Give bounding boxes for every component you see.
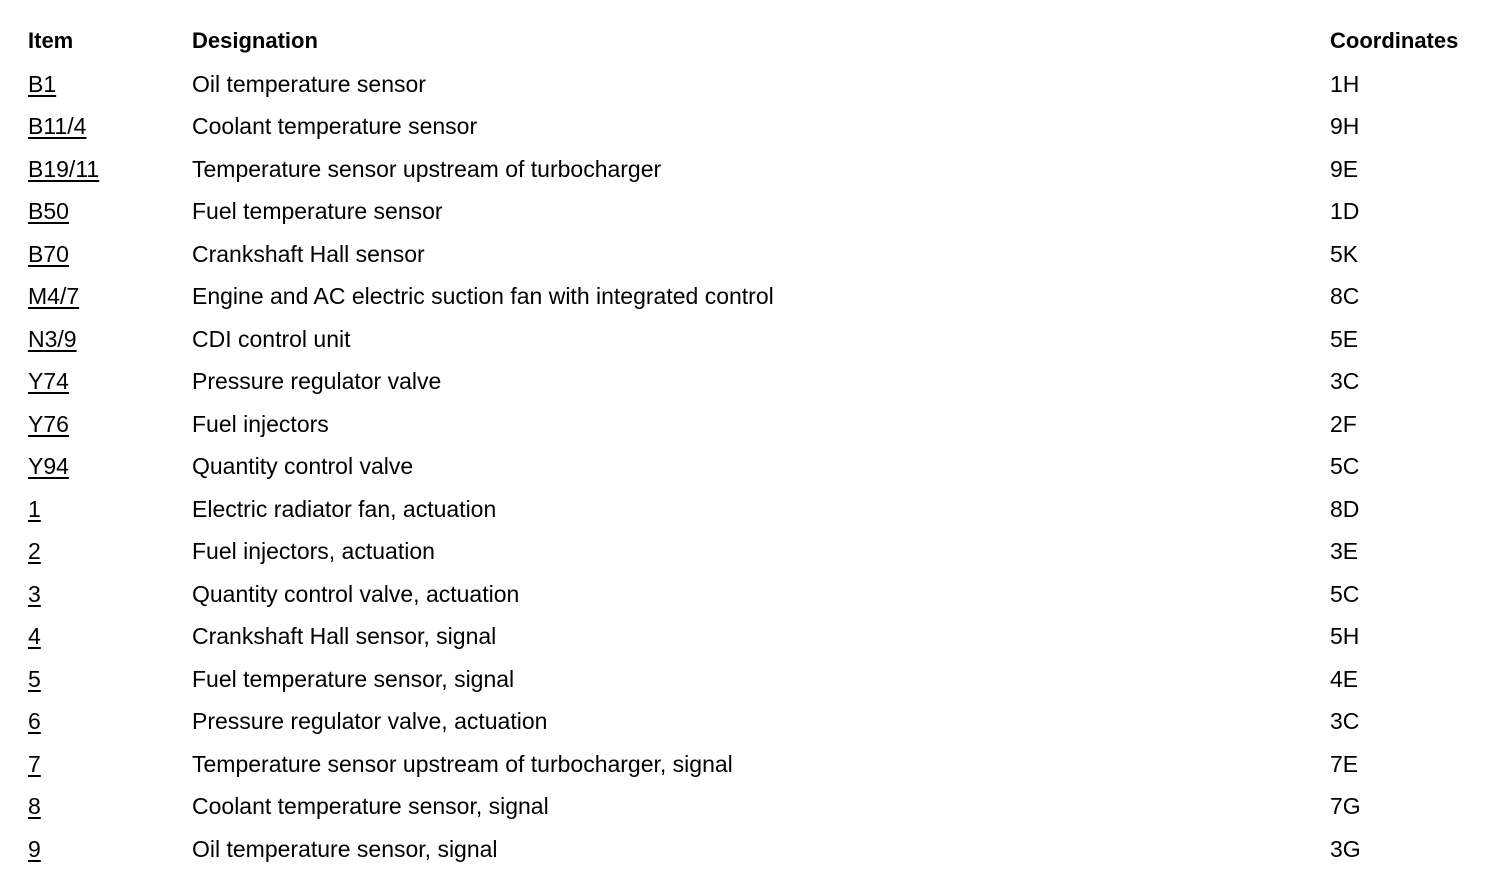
coordinates-cell: 3G: [1330, 835, 1361, 862]
coordinates-cell: 7G: [1330, 793, 1361, 819]
item-link[interactable]: Y74: [28, 368, 69, 394]
table-row: [0, 615, 1504, 658]
coordinates-cell: 1D: [1330, 198, 1360, 224]
item-link[interactable]: B50: [28, 198, 69, 224]
column-header-coordinates: Coordinates: [1330, 28, 1459, 53]
coordinates-cell: 5C: [1330, 580, 1360, 607]
table-row: [0, 105, 1504, 148]
coordinates-cell: 5E: [1330, 325, 1359, 352]
coordinates-cell: 3C: [1330, 708, 1360, 734]
designation-cell: Engine and AC electric suction fan with integrated control: [192, 283, 774, 309]
designation-cell: Temperature sensor upstream of turbocharger: [192, 155, 662, 182]
table-row: [0, 318, 1504, 361]
designation-cell: Pressure regulator valve, actuation: [192, 708, 548, 734]
item-cell: [0, 828, 192, 871]
item-link[interactable]: N3/9: [28, 325, 77, 352]
table-row: [0, 63, 1504, 106]
table-row: [0, 403, 1504, 446]
designation-cell: Crankshaft Hall sensor, signal: [192, 623, 497, 649]
designation-cell: Pressure regulator valve: [192, 368, 442, 394]
component-legend-table: [0, 20, 1504, 870]
designation-cell: Coolant temperature sensor, signal: [192, 793, 549, 819]
table-row: [0, 488, 1504, 531]
coordinates-cell: 8D: [1330, 495, 1360, 522]
coordinates-cell: 7E: [1330, 750, 1359, 777]
designation-cell: Oil temperature sensor: [192, 70, 426, 97]
table-row: [0, 828, 1504, 871]
item-link[interactable]: 4: [28, 623, 41, 649]
item-cell: [0, 190, 192, 233]
item-link[interactable]: 9: [28, 835, 41, 862]
item-cell: [0, 488, 192, 531]
item-cell: [0, 700, 192, 743]
item-cell: [0, 573, 192, 616]
coordinates-cell: 3E: [1330, 538, 1359, 564]
item-link[interactable]: 6: [28, 708, 41, 734]
coordinates-cell: 9E: [1330, 155, 1359, 182]
designation-cell: CDI control unit: [192, 325, 351, 352]
item-link[interactable]: B70: [28, 240, 69, 267]
item-cell: [0, 105, 192, 148]
designation-cell: Fuel temperature sensor: [192, 198, 443, 224]
table-row: [0, 530, 1504, 573]
item-link[interactable]: B1: [28, 70, 57, 97]
item-cell: [0, 318, 192, 361]
designation-cell: Crankshaft Hall sensor: [192, 240, 425, 267]
coordinates-cell: 5K: [1330, 240, 1359, 267]
table-row: [0, 233, 1504, 276]
designation-cell: Fuel injectors, actuation: [192, 538, 435, 564]
item-cell: [0, 360, 192, 403]
coordinates-cell: 9H: [1330, 113, 1360, 139]
designation-cell: Quantity control valve, actuation: [192, 580, 520, 607]
designation-cell: Coolant temperature sensor: [192, 113, 478, 139]
item-cell: [0, 233, 192, 276]
item-cell: [0, 275, 192, 318]
item-link[interactable]: B11/4: [28, 113, 87, 139]
designation-cell: Fuel injectors: [192, 410, 329, 437]
header-row: [0, 20, 1504, 63]
coordinates-cell: 2F: [1330, 410, 1357, 437]
designation-cell: Quantity control valve: [192, 453, 414, 479]
table-row: [0, 700, 1504, 743]
item-link[interactable]: 3: [28, 580, 41, 607]
table-row: [0, 148, 1504, 191]
item-link[interactable]: B19/11: [28, 155, 100, 182]
item-link[interactable]: 7: [28, 750, 41, 777]
item-link[interactable]: M4/7: [28, 283, 80, 309]
table-body: [0, 63, 1504, 871]
designation-cell: Temperature sensor upstream of turbocharger, signal: [192, 750, 733, 777]
designation-cell: Oil temperature sensor, signal: [192, 835, 498, 862]
item-link[interactable]: 1: [28, 495, 41, 522]
item-link[interactable]: 8: [28, 793, 41, 819]
item-cell: [0, 743, 192, 786]
item-cell: [0, 148, 192, 191]
item-link[interactable]: 2: [28, 538, 41, 564]
item-cell: [0, 403, 192, 446]
table-row: [0, 658, 1504, 701]
coordinates-cell: 5C: [1330, 453, 1360, 479]
table-row: [0, 360, 1504, 403]
column-header-designation: Designation: [192, 28, 318, 53]
table-row: [0, 785, 1504, 828]
designation-cell: Fuel temperature sensor, signal: [192, 665, 515, 692]
item-link[interactable]: 5: [28, 665, 41, 692]
coordinates-cell: 3C: [1330, 368, 1360, 394]
item-cell: [0, 63, 192, 106]
table-row: [0, 190, 1504, 233]
column-header-item: Item: [28, 28, 74, 53]
table-row: [0, 275, 1504, 318]
table-row: [0, 743, 1504, 786]
item-link[interactable]: Y94: [28, 453, 69, 479]
item-cell: [0, 530, 192, 573]
item-link[interactable]: Y76: [28, 410, 69, 437]
coordinates-cell: 4E: [1330, 665, 1359, 692]
item-cell: [0, 615, 192, 658]
coordinates-cell: 8C: [1330, 283, 1360, 309]
item-cell: [0, 658, 192, 701]
table-header: [0, 20, 1504, 63]
item-cell: [0, 785, 192, 828]
designation-cell: Electric radiator fan, actuation: [192, 495, 497, 522]
item-cell: [0, 445, 192, 488]
table-row: [0, 573, 1504, 616]
coordinates-cell: 5H: [1330, 623, 1360, 649]
coordinates-cell: 1H: [1330, 70, 1360, 97]
table-row: [0, 445, 1504, 488]
